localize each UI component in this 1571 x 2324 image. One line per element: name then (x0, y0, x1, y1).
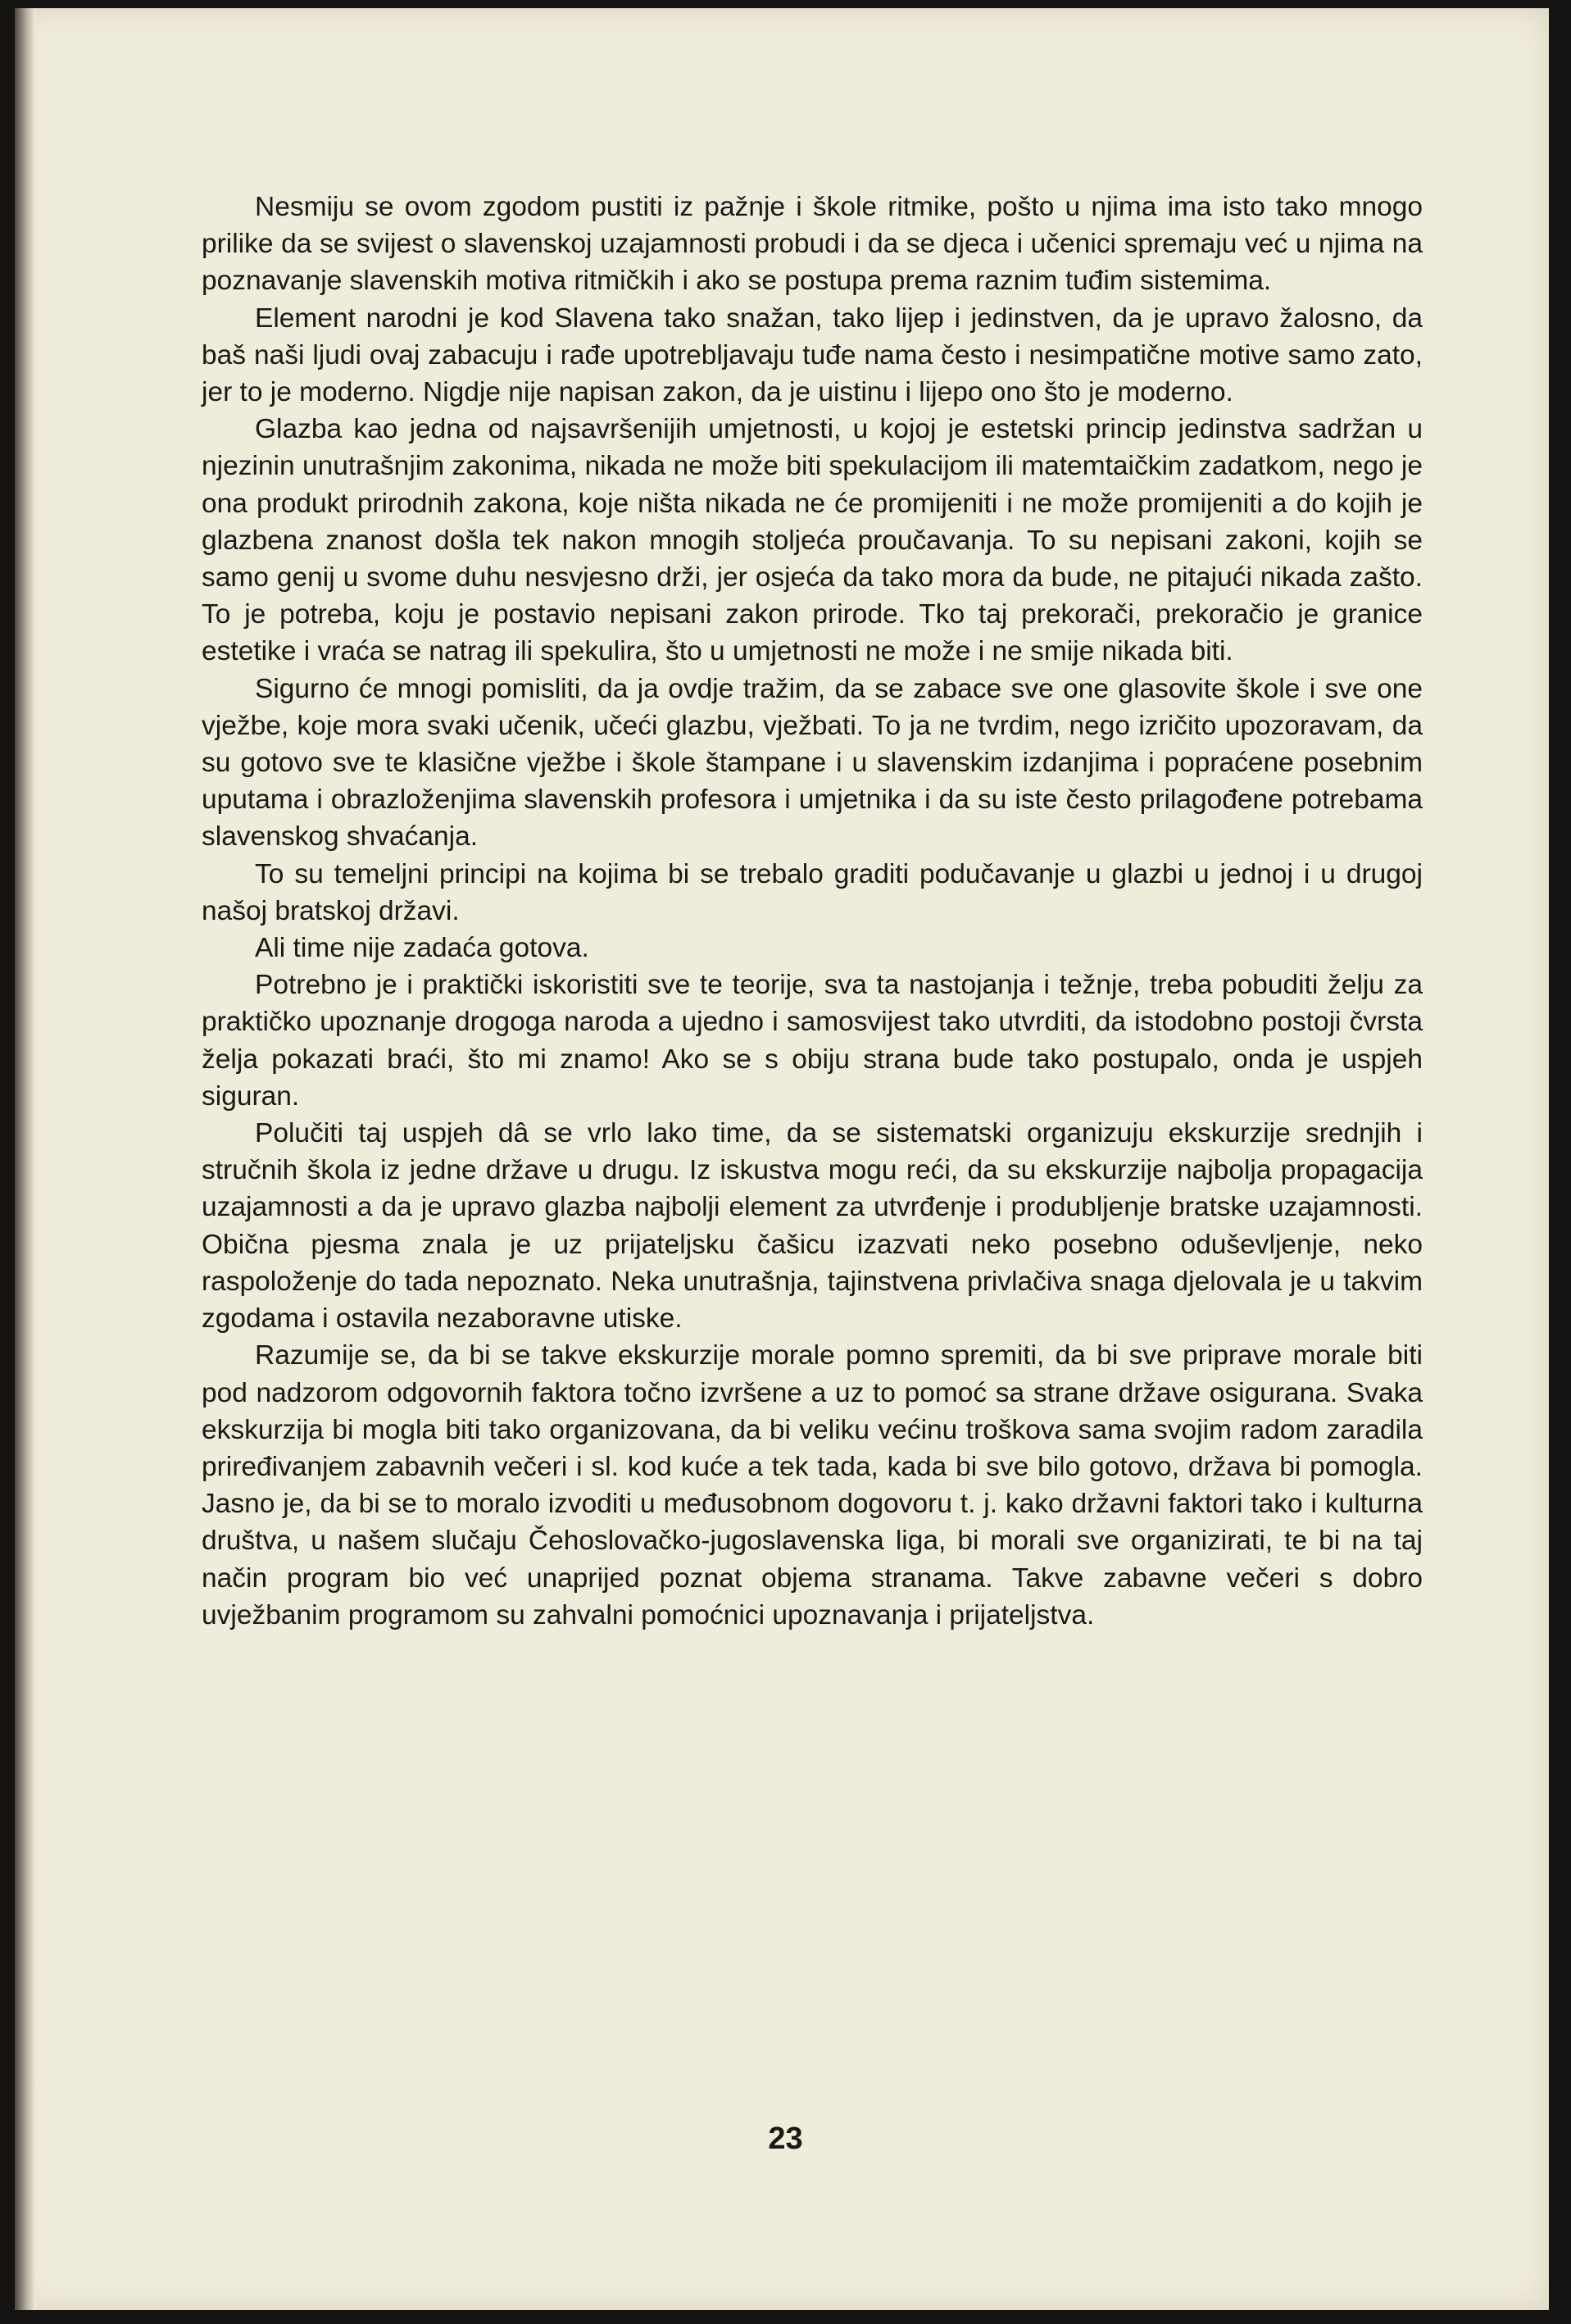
paragraph: To su temeljni principi na kojima bi se trebalo graditi podučavanje u glazbi u jednoj i u drugoj našoj bratskoj državi. (202, 858, 1423, 926)
paragraph: Ali time nije zadaća gotova. (255, 933, 589, 964)
paragraph: Nesmiju se ovom zgodom pustiti iz pažnje i škole ritmike, pošto u njima ima isto tako mnogo prilike da se svijest o slavenskoj uzajamnosti probudi i da se djeca i učenici spremaju već u njima na poznavanje slavenskih motiva ritmičkih i ako se postupa prema raznim tuđim sistemima. (202, 192, 1423, 297)
body-text (202, 189, 1423, 1634)
paragraph: Polučiti taj uspjeh dâ se vrlo lako time, da se sistematski organizuju ekskurzije srednjih i stručnih škola iz jedne države u drugu. Iz iskustva mogu reći, da su ekskurzije najbolja propagacija uzajamnosti a da je upravo glazba najbolji element za utvrđenje i produbljenje bratske uzajamnosti. Obična pjesma znala je uz prijateljsku čašicu izazvati neko posebno oduševljenje, neko raspoloženje do tada nepoznato. Neka unutrašnja, tajinstvena privlačiva snaga djelovala je u takvim zgodama i ostavila nezaboravne utiske. (202, 1118, 1423, 1335)
page-fold-shadow (15, 8, 36, 2310)
paragraph: Razumije se, da bi se takve ekskurzije morale pomno spremiti, da bi sve priprave morale biti pod nadzorom odgovornih faktora točno izvršene a uz to pomoć sa strane države osigurana. Svaka ekskurzija bi mogla biti tako organizovana, da bi veliku većinu troškova sama svojim radom zaradila priređivanjem zabavnih večeri i sl. kod kuće a tek tada, kada bi sve bilo gotovo, država bi pomogla. Jasno je, da bi se to moralo izvoditi u međusobnom dogovoru t. j. kako državni faktori tako i kulturna društva, u našem slučaju Čehoslovačko-jugoslavenska liga, bi morali sve organizirati, te bi na taj način program bio već unaprijed poznat objema stranama. Takve zabavne večeri s dobro uvježbanim programom su zahvalni pomoćnici upoznavanja i prijateljstva. (202, 1340, 1423, 1630)
paragraph: Sigurno će mnogi pomisliti, da ja ovdje tražim, da se zabace sve one glasovite škole i sve one vježbe, koje mora svaki učenik, učeći glazbu, vježbati. To ja ne tvrdim, nego izričito upozoravam, da su gotovo sve te klasične vježbe i škole štampane i u slavenskim izdanjima i popraćene posebnim uputama i obrazloženjima slavenskih profesora i umjetnika i da su iste često prilagođene potrebama slavenskog shvaćanja. (202, 673, 1423, 853)
paragraph: Element narodni je kod Slavena tako snažan, tako lijep i jedinstven, da je upravo žalosno, da baš naši ljudi ovaj zabacuju i rađe upotrebljavaju tuđe nama često i nesimpatične motive samo zato, jer to je moderno. Nigdje nije napisan zakon, da je uistinu i lijepo ono što je moderno. (202, 302, 1423, 408)
page-number: 23 (768, 2122, 803, 2156)
paragraph: Potrebno je i praktički iskoristiti sve te teorije, sva ta nastojanja i težnje, treba pobuditi želju za praktičko upoznanje drogoga naroda a ujedno i samosvijest tako utvrditi, da istodobno postoji čvrsta želja pokazati braći, što mi znamo! Ako se s obiju strana bude tako postupalo, onda je uspjeh siguran. (202, 970, 1423, 1112)
paragraph: Glazba kao jedna od najsavršenijih umjetnosti, u kojoj je estetski princip jedinstva sadržan u njezinin unutrašnjim zakonima, nikada ne može biti spekulacijom ili matemtaičkim zadatkom, nego je ona produkt prirodnih zakona, koje ništa nikada ne će promijeniti i ne može promijeniti a do kojih je glazbena znanost došla tek nakon mnogih stoljeća proučavanja. To su nepisani zakoni, kojih se samo genij u svome duhu nesvjesno drži, jer osjeća da tako mora da bude, ne pitajući nikada zašto. To je potreba, koju je postavio nepisani zakon prirode. Tko taj prekorači, prekoračio je granice estetike i vraća se natrag ili spekulira, što u umjetnosti ne može i ne smije nikada biti. (202, 414, 1423, 667)
